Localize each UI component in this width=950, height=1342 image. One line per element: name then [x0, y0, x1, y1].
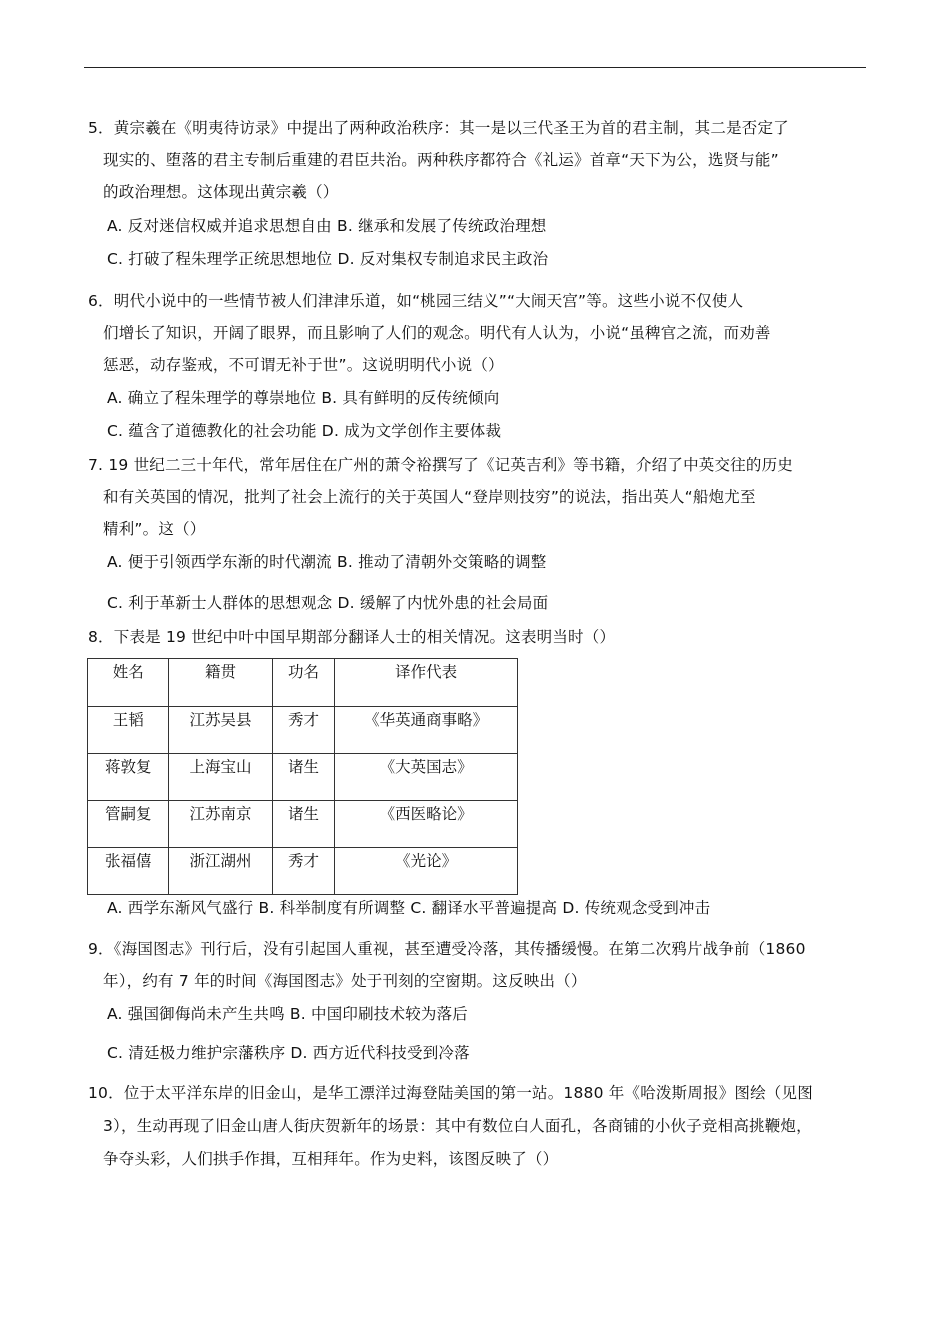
table-cell: 秀才 [272, 707, 335, 754]
header-rule [84, 67, 866, 68]
table-cell: 江苏南京 [169, 801, 272, 848]
q5-stem-line-3: 的政治理想。这体现出黄宗羲（） [103, 183, 339, 201]
q5-stem-line-2: 现实的、堕落的君主专制后重建的君臣共治。两种秩序都符合《礼运》首章“天下为公，选贤与能” [103, 151, 779, 169]
q7-options-cd: C. 利于革新士人群体的思想观念 D. 缓解了内忧外患的社会局面 [107, 594, 549, 612]
q6-stem-line-1: 6．明代小说中的一些情节被人们津津乐道，如“桃园三结义”“大闹天宫”等。这些小说不仅使人 [88, 292, 744, 310]
q9-options-ab: A. 强国御侮尚未产生共鸣 B. 中国印刷技术较为落后 [107, 1005, 469, 1023]
table-cell: 《华英通商事略》 [335, 707, 518, 754]
table-row [88, 754, 518, 801]
table-row [88, 848, 518, 895]
table-cell: 蒋敦复 [88, 754, 169, 801]
table-cell: 秀才 [272, 848, 335, 895]
q6-stem-line-3: 惩恶，动存鉴戒，不可谓无补于世”。这说明明代小说（） [103, 356, 504, 374]
table-row [88, 801, 518, 848]
q10-stem-line-1: 10．位于太平洋东岸的旧金山，是华工漂洋过海登陆美国的第一站。1880 年《哈泼斯周报》图绘（见图 [88, 1084, 813, 1102]
table-cell: 王韬 [88, 707, 169, 754]
table-cell: 《西医略论》 [335, 801, 518, 848]
q6-options-ab: A. 确立了程朱理学的尊崇地位 B. 具有鲜明的反传统倾向 [107, 389, 500, 407]
q10-stem-line-3: 争夺头彩，人们拱手作揖，互相拜年。作为史料，该图反映了（） [103, 1150, 559, 1168]
q7-stem-line-2: 和有关英国的情况，批判了社会上流行的关于英国人“登岸则技穷”的说法，指出英人“船炮尤至 [103, 488, 756, 506]
q5-options-ab: A. 反对迷信权威并追求思想自由 B. 继承和发展了传统政治理想 [107, 217, 547, 235]
q7-stem-line-3: 精利”。这（） [103, 520, 206, 538]
q9-stem-line-2: 年），约有 7 年的时间《海国图志》处于刊刻的空窗期。这反映出（） [103, 972, 587, 990]
q9-options-cd: C. 清廷极力维护宗藩秩序 D. 西方近代科技受到冷落 [107, 1044, 470, 1062]
table-cell: 浙江湖州 [169, 848, 272, 895]
table-row [88, 707, 518, 754]
q10-stem-line-2: 3），生动再现了旧金山唐人街庆贺新年的场景：其中有数位白人面孔，各商铺的小伙子竞相高挑鞭炮， [103, 1117, 812, 1135]
q5-stem-line-1: 5．黄宗羲在《明夷待访录》中提出了两种政治秩序：其一是以三代圣王为首的君主制，其二是否定了 [88, 119, 789, 137]
q5-options-cd: C. 打破了程朱理学正统思想地位 D. 反对集权专制追求民主政治 [107, 250, 549, 268]
table-cell: 上海宝山 [169, 754, 272, 801]
q6-stem-line-2: 们增长了知识，开阔了眼界，而且影响了人们的观念。明代有人认为，小说“虽稗官之流，而劝善 [103, 324, 771, 342]
q8-stem-line-1: 8．下表是 19 世纪中叶中国早期部分翻译人士的相关情况。这表明当时（） [88, 628, 616, 646]
table-cell: 《光论》 [335, 848, 518, 895]
table-cell: 江苏吴县 [169, 707, 272, 754]
table-header-hometown: 籍贯 [169, 659, 272, 707]
q8-options: A. 西学东渐风气盛行 B. 科举制度有所调整 C. 翻译水平普遍提高 D. 传统观念受到冲击 [107, 899, 711, 917]
table-cell: 诸生 [272, 801, 335, 848]
q9-stem-line-1: 9．《海国图志》刊行后，没有引起国人重视，甚至遭受冷落，其传播缓慢。在第二次鸦片战争前（1860 [88, 940, 806, 958]
table-cell: 张福僖 [88, 848, 169, 895]
q6-options-cd: C. 蕴含了道德教化的社会功能 D. 成为文学创作主要体裁 [107, 422, 502, 440]
table-cell: 管嗣复 [88, 801, 169, 848]
table-header-name: 姓名 [88, 659, 169, 707]
table-cell: 诸生 [272, 754, 335, 801]
table-header-row [88, 659, 518, 707]
table-cell: 《大英国志》 [335, 754, 518, 801]
q7-options-ab: A. 便于引领西学东渐的时代潮流 B. 推动了清朝外交策略的调整 [107, 553, 547, 571]
table-header-works: 译作代表 [335, 659, 518, 707]
translators-table [87, 658, 518, 895]
table-header-degree: 功名 [272, 659, 335, 707]
q7-stem-line-1: 7. 19 世纪二三十年代，常年居住在广州的萧令裕撰写了《记英吉利》等书籍，介绍了中英交往的历史 [88, 456, 793, 474]
